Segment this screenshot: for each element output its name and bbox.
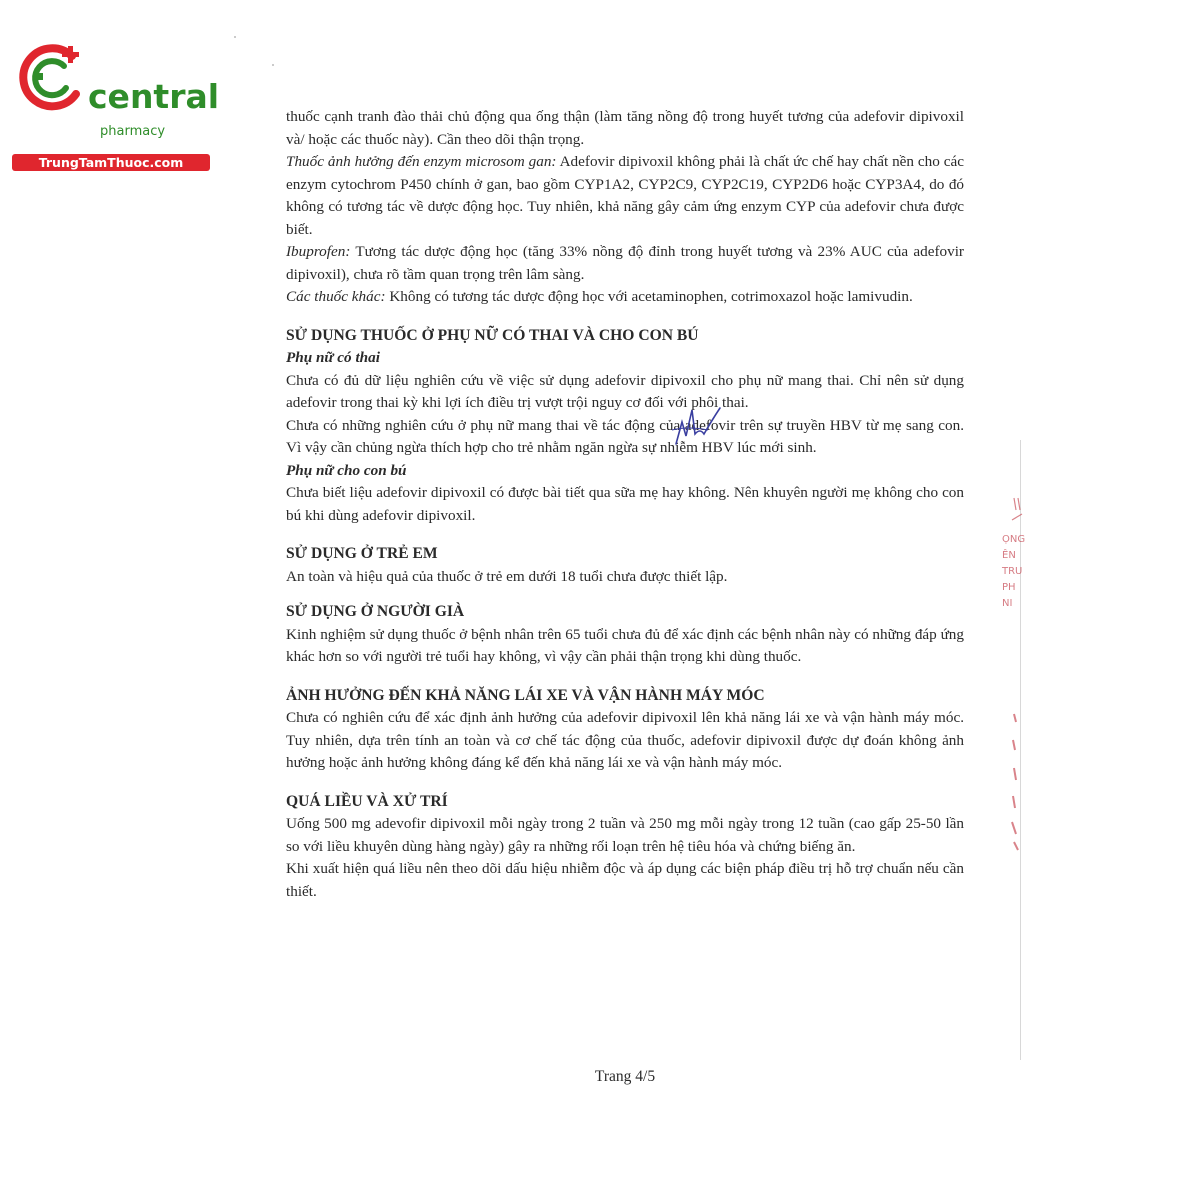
pharmacy-cross-icon — [10, 36, 90, 116]
paragraph-overdose-2: Khi xuất hiện quá liều nên theo dõi dấu hiệu nhiễm độc và áp dụng các biện pháp điều trị hỗ trợ chuẩn nếu cần thiết. — [286, 860, 964, 900]
paragraph-renal-competition: thuốc cạnh tranh đào thải chủ động qua ống thận (làm tăng nồng độ trong huyết tương của adefovir dipivoxil và/ hoặc các thuốc này). Cần theo dõi thận trọng. — [286, 108, 964, 148]
scan-speck — [234, 36, 236, 38]
paragraph-ibuprofen — [286, 241, 964, 286]
handwritten-signature — [668, 400, 728, 450]
paragraph-overdose-1: Uống 500 mg adevofir dipivoxil mỗi ngày trong 2 tuần và 250 mg mỗi ngày trong 12 tuần (cao gấp 25-50 lần so với liều khuyên dùng hàng ngày) gây ra những rối loạn trên hệ tiêu hóa và chứng biếng ăn. — [286, 815, 964, 855]
paragraph-driving: Chưa có nghiên cứu để xác định ảnh hưởng của adefovir dipivoxil lên khả năng lái xe và vận hành máy móc. Tuy nhiên, dựa trên tính an toàn và cơ chế tác động của thuốc, adefovir dipivoxil được dự đoán không ảnh hưởng hoặc ảnh hưởng không đáng kể đến khả năng lái xe và vận hành máy móc. — [286, 709, 964, 771]
subheading-breastfeeding: Phụ nữ cho con bú — [286, 461, 407, 479]
brand-subtitle: pharmacy — [100, 124, 166, 139]
paragraph-breastfeeding: Chưa biết liệu adefovir dipivoxil có được bài tiết qua sữa mẹ hay không. Nên khuyên người mẹ không cho con bú khi dùng adefovir dipivoxil. — [286, 484, 964, 524]
heading-overdose: QUÁ LIỀU VÀ XỬ TRÍ — [286, 792, 448, 810]
paragraph-children: An toàn và hiệu quả của thuốc ở trẻ em dưới 18 tuổi chưa được thiết lập. — [286, 567, 728, 585]
heading-driving: ẢNH HƯỞNG ĐẾN KHẢ NĂNG LÁI XE VÀ VẬN HÀNH MÁY MÓC — [286, 686, 765, 704]
text-other-drugs: Không có tương tác dược động học với acetaminophen, cotrimoxazol hoặc lamivudin. — [385, 288, 913, 305]
paragraph-elderly: Kinh nghiệm sử dụng thuốc ở bệnh nhân trên 65 tuổi chưa đủ để xác định các bệnh nhân này có những đáp ứng khác hơn so với người trẻ tuổi hay không, vì vậy cần phải thận trọng khi dùng thuốc. — [286, 625, 964, 665]
stamp-line: ỌNG — [1002, 534, 1026, 545]
stamp-line: ÊN — [1002, 550, 1016, 561]
text-ibuprofen: Tương tác dược động học (tăng 33% nồng độ đỉnh trong huyết tương và 23% AUC của adefovir dipivoxil), chưa rõ tầm quan trọng trên lâm sàng. — [286, 243, 964, 283]
heading-children: SỬ DỤNG Ở TRẺ EM — [286, 545, 438, 562]
paragraph-microsomal-enzymes — [286, 151, 964, 241]
paragraph-other-drugs — [286, 286, 964, 309]
scan-speck — [272, 64, 274, 66]
heading-pregnancy-breastfeeding: SỬ DỤNG THUỐC Ở PHỤ NỮ CÓ THAI VÀ CHO CON BÚ — [286, 326, 699, 344]
label-microsomal-enzymes: Thuốc ảnh hưởng đến enzym microsom gan: — [286, 153, 557, 170]
stamp-line: TRU — [1002, 566, 1023, 577]
brand-name: central — [88, 77, 220, 116]
margin-stamp-marks-top — [1010, 496, 1024, 526]
stamp-line: NI — [1002, 598, 1013, 609]
document-body — [286, 106, 964, 903]
heading-elderly: SỬ DỤNG Ở NGƯỜI GIÀ — [286, 603, 465, 620]
brand-url-badge[interactable]: TrungTamThuoc.com — [12, 154, 210, 171]
subheading-pregnant: Phụ nữ có thai — [286, 349, 380, 366]
paragraph-pregnant-1: Chưa có đủ dữ liệu nghiên cứu về việc sử dụng adefovir dipivoxil cho phụ nữ mang thai. Chỉ nên sử dụng adefovir trong thai kỳ khi lợi ích điều trị vượt trội nguy cơ đối với phôi thai. — [286, 371, 964, 411]
margin-stamp-text — [1002, 532, 1025, 612]
stamp-line: PH — [1002, 582, 1016, 593]
label-ibuprofen: Ibuprofen: — [286, 243, 351, 260]
paragraph-pregnant-2: Chưa có những nghiên cứu ở phụ nữ mang thai về tác động của adefovir trên sự truyền HBV từ mẹ sang con. Vì vậy cần chủng ngừa thích hợp cho trẻ nhằm ngăn ngừa sự nhiễm HBV lúc mới sinh. — [286, 416, 964, 456]
page-number: Trang 4/5 — [594, 1068, 656, 1085]
central-pharmacy-logo[interactable] — [10, 36, 220, 170]
label-other-drugs: Các thuốc khác: — [286, 288, 386, 305]
margin-stamp-marks — [1006, 710, 1022, 860]
text-microsomal-enzymes: Adefovir dipivoxil không phải là chất ức chế hay chất nền cho các enzym cytochrom P450 chính ở gan, bao gồm CYP1A2, CYP2C9, CYP2C19, CYP2D6 hoặc CYP3A4, do đó không có tương tác về dược động học. Tuy nhiên, khả năng gây cảm ứng enzym CYP của adefovir chưa được biết. — [286, 153, 964, 238]
